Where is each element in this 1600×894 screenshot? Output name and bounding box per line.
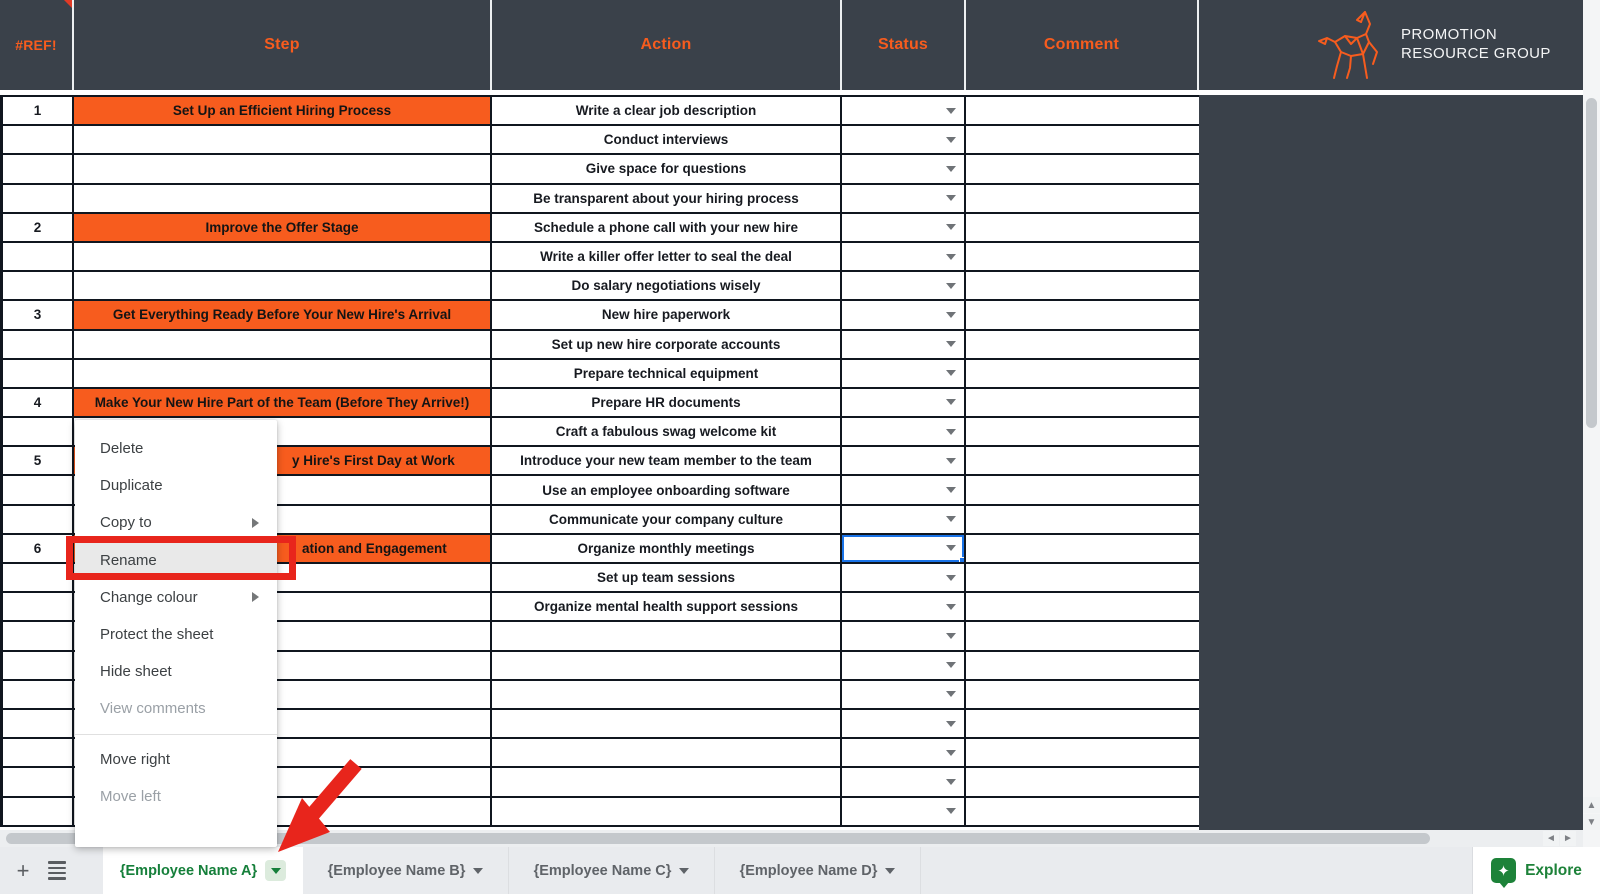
dropdown-arrow-icon[interactable] [946, 721, 956, 727]
dropdown-arrow-icon[interactable] [946, 545, 956, 551]
step-cell[interactable]: Make Your New Hire Part of the Team (Before They Arrive!) [74, 389, 492, 418]
comment-cell[interactable] [966, 389, 1199, 418]
comment-cell[interactable] [966, 593, 1199, 622]
row-number-cell[interactable] [0, 593, 74, 622]
menu-item-view-comments [75, 690, 277, 727]
action-cell[interactable]: Give space for questions [492, 155, 842, 184]
vertical-scrollbar-thumb[interactable] [1586, 98, 1597, 428]
menu-divider [75, 734, 277, 735]
dropdown-arrow-icon[interactable] [946, 458, 956, 464]
sheet-tab[interactable] [509, 847, 715, 894]
red-arrow-annotation [268, 752, 368, 860]
action-cell[interactable]: Prepare HR documents [492, 389, 842, 418]
chevron-down-icon [271, 868, 281, 874]
row-number-cell[interactable] [0, 622, 74, 651]
menu-item-label: View comments [100, 700, 206, 718]
menu-item-hide-sheet[interactable] [75, 653, 277, 690]
status-cell[interactable] [842, 272, 966, 301]
action-cell[interactable] [492, 622, 842, 651]
explore-label: Explore [1525, 861, 1582, 879]
dropdown-arrow-icon[interactable] [946, 516, 956, 522]
chevron-down-icon[interactable] [885, 868, 895, 874]
comment-cell[interactable] [966, 447, 1199, 476]
header-step-cell[interactable] [74, 0, 492, 90]
action-cell[interactable]: Set up new hire corporate accounts [492, 331, 842, 360]
dropdown-arrow-icon[interactable] [946, 750, 956, 756]
menu-item-move-left [75, 778, 277, 815]
status-cell[interactable] [842, 447, 966, 476]
dropdown-arrow-icon[interactable] [946, 283, 956, 289]
step-cell[interactable] [74, 243, 492, 272]
all-sheets-button[interactable] [40, 847, 74, 894]
comment-cell[interactable] [966, 798, 1199, 827]
row-number-cell[interactable] [0, 768, 74, 797]
action-cell[interactable]: Do salary negotiations wisely [492, 272, 842, 301]
status-cell[interactable] [842, 155, 966, 184]
comment-cell[interactable] [966, 506, 1199, 535]
step-cell[interactable]: Improve the Offer Stage [74, 214, 492, 243]
row-number-cell[interactable] [0, 331, 74, 360]
status-cell[interactable] [842, 506, 966, 535]
status-cell[interactable] [842, 214, 966, 243]
status-cell[interactable] [842, 798, 966, 827]
header-action-cell[interactable] [492, 0, 842, 90]
menu-item-label: Copy to [100, 514, 152, 532]
comment-cell[interactable] [966, 564, 1199, 593]
step-cell[interactable] [74, 272, 492, 301]
status-cell[interactable] [842, 331, 966, 360]
action-cell[interactable]: Set up team sessions [492, 564, 842, 593]
action-cell[interactable] [492, 739, 842, 768]
action-cell[interactable]: Schedule a phone call with your new hire [492, 214, 842, 243]
chevron-down-icon[interactable] [473, 868, 483, 874]
dark-side-panel [1199, 95, 1583, 830]
comment-cell[interactable] [966, 331, 1199, 360]
vertical-scrollbar[interactable] [1583, 0, 1600, 847]
logo-line1: PROMOTION [1401, 26, 1498, 44]
step-cell[interactable] [74, 155, 492, 184]
action-cell[interactable]: Communicate your company culture [492, 506, 842, 535]
row-number-cell[interactable] [0, 710, 74, 739]
menu-item-protect-the-sheet[interactable] [75, 616, 277, 653]
chevron-down-icon[interactable] [679, 868, 689, 874]
action-cell[interactable]: Organize monthly meetings [492, 535, 842, 564]
dropdown-arrow-icon[interactable] [946, 399, 956, 405]
row-number-cell[interactable]: 5 [0, 447, 74, 476]
header-action-label: Action [640, 36, 692, 53]
header-ref-cell[interactable] [0, 0, 74, 90]
status-cell[interactable] [842, 389, 966, 418]
status-cell-selected[interactable] [842, 535, 966, 564]
row-number-cell[interactable] [0, 506, 74, 535]
status-cell[interactable] [842, 622, 966, 651]
menu-item-change-colour[interactable] [75, 579, 277, 616]
ref-error-label: #REF! [15, 37, 57, 53]
all-sheets-icon [48, 859, 66, 882]
scroll-down-button[interactable]: ▼ [1583, 814, 1600, 830]
row-number-cell[interactable] [0, 185, 74, 214]
status-cell[interactable] [842, 185, 966, 214]
dropdown-arrow-icon[interactable] [946, 108, 956, 114]
row-number-cell[interactable] [0, 243, 74, 272]
action-cell[interactable]: Conduct interviews [492, 126, 842, 155]
action-cell[interactable]: Write a killer offer letter to seal the deal [492, 243, 842, 272]
header-logo-cell [1199, 0, 1583, 90]
step-cell[interactable] [74, 126, 492, 155]
header-step-label: Step [264, 36, 300, 53]
header-comment-label: Comment [1043, 36, 1120, 53]
header-status-label: Status [877, 36, 929, 53]
sheet-tab-bar [0, 847, 1600, 894]
sheet-tab-label: {Employee Name B} [327, 862, 466, 879]
header-status-cell[interactable] [842, 0, 966, 90]
status-cell[interactable] [842, 360, 966, 389]
comment-cell[interactable] [966, 652, 1199, 681]
logo-line2: RESOURCE GROUP [1401, 45, 1551, 62]
comment-cell[interactable] [966, 214, 1199, 243]
scroll-up-button[interactable]: ▲ [1583, 797, 1600, 813]
explore-button[interactable] [1472, 847, 1600, 894]
status-cell[interactable] [842, 476, 966, 505]
logo-text [1401, 26, 1551, 64]
step-cell[interactable]: Get Everything Ready Before Your New Hire's Arrival [74, 301, 492, 330]
row-number-cell[interactable] [0, 564, 74, 593]
status-cell[interactable] [842, 126, 966, 155]
menu-item-label: Duplicate [100, 477, 163, 495]
action-cell[interactable]: Prepare technical equipment [492, 360, 842, 389]
selection-fill-handle[interactable] [959, 557, 966, 564]
menu-item-label: Rename [100, 551, 157, 569]
step-cell[interactable]: y Hire's First Day at Work [74, 447, 492, 476]
menu-item-label: Move left [100, 787, 161, 805]
submenu-arrow-icon [252, 518, 259, 528]
action-cell[interactable] [492, 652, 842, 681]
row-number-cell[interactable] [0, 681, 74, 710]
status-cell[interactable] [842, 564, 966, 593]
sheet-tab-active-label: {Employee Name A} [119, 862, 258, 879]
menu-item-label: Hide sheet [100, 663, 172, 681]
step-cell[interactable] [74, 331, 492, 360]
dropdown-arrow-icon[interactable] [946, 370, 956, 376]
row-number-cell[interactable] [0, 739, 74, 768]
comment-cell[interactable] [966, 418, 1199, 447]
dropdown-arrow-icon[interactable] [946, 341, 956, 347]
step-cell[interactable] [74, 185, 492, 214]
row-number-cell[interactable] [0, 476, 74, 505]
status-cell[interactable] [842, 301, 966, 330]
dropdown-arrow-icon[interactable] [946, 691, 956, 697]
dropdown-arrow-icon[interactable] [946, 808, 956, 814]
dropdown-arrow-icon[interactable] [946, 429, 956, 435]
row-number-cell[interactable]: 2 [0, 214, 74, 243]
status-cell[interactable] [842, 710, 966, 739]
error-corner-icon [64, 0, 72, 8]
step-cell[interactable]: ation and Engagement [74, 535, 492, 564]
row-number-cell[interactable]: 3 [0, 301, 74, 330]
row-number-cell[interactable] [0, 418, 74, 447]
scroll-left-button[interactable]: ◄ [1543, 831, 1559, 846]
menu-item-delete[interactable] [75, 430, 277, 467]
comment-cell[interactable] [966, 272, 1199, 301]
dropdown-arrow-icon[interactable] [946, 166, 956, 172]
menu-item-label: Move right [100, 750, 171, 768]
dropdown-arrow-icon[interactable] [946, 312, 956, 318]
step-cell[interactable] [74, 360, 492, 389]
status-cell[interactable] [842, 652, 966, 681]
sheet-tab-label: {Employee Name C} [533, 862, 672, 879]
comment-cell[interactable] [966, 155, 1199, 184]
dropdown-arrow-icon[interactable] [946, 633, 956, 639]
comment-cell[interactable] [966, 710, 1199, 739]
dropdown-arrow-icon[interactable] [946, 604, 956, 610]
scroll-right-button[interactable]: ► [1560, 831, 1576, 846]
status-cell[interactable] [842, 593, 966, 622]
row-number-cell[interactable] [0, 798, 74, 827]
dropdown-arrow-icon[interactable] [946, 224, 956, 230]
action-cell[interactable]: Be transparent about your hiring process [492, 185, 842, 214]
comment-cell[interactable] [966, 739, 1199, 768]
row-number-cell[interactable]: 4 [0, 389, 74, 418]
action-cell[interactable] [492, 681, 842, 710]
comment-cell[interactable] [966, 126, 1199, 155]
header-comment-cell[interactable] [966, 0, 1199, 90]
action-cell[interactable] [492, 710, 842, 739]
menu-item-duplicate[interactable] [75, 467, 277, 504]
comment-cell[interactable] [966, 243, 1199, 272]
action-cell[interactable]: New hire paperwork [492, 301, 842, 330]
action-cell[interactable] [492, 798, 842, 827]
submenu-arrow-icon [252, 592, 259, 602]
action-cell[interactable]: Introduce your new team member to the team [492, 447, 842, 476]
action-cell[interactable] [492, 768, 842, 797]
comment-cell[interactable] [966, 185, 1199, 214]
status-cell[interactable] [842, 97, 966, 126]
action-cell[interactable]: Organize mental health support sessions [492, 593, 842, 622]
comment-cell[interactable] [966, 681, 1199, 710]
menu-item-label: Protect the sheet [100, 626, 214, 644]
action-cell[interactable]: Write a clear job description [492, 97, 842, 126]
rename-highlight-annotation [66, 536, 296, 580]
add-sheet-button[interactable]: + [16, 857, 30, 883]
explore-icon: ✦ [1491, 858, 1516, 883]
dropdown-arrow-icon[interactable] [946, 487, 956, 493]
row-number-cell[interactable] [0, 155, 74, 184]
status-cell[interactable] [842, 768, 966, 797]
action-cell[interactable]: Use an employee onboarding software [492, 476, 842, 505]
comment-cell[interactable] [966, 622, 1199, 651]
action-cell[interactable]: Craft a fabulous swag welcome kit [492, 418, 842, 447]
sheet-tab[interactable] [715, 847, 921, 894]
dropdown-arrow-icon[interactable] [946, 662, 956, 668]
dropdown-arrow-icon[interactable] [946, 575, 956, 581]
comment-cell[interactable] [966, 301, 1199, 330]
row-number-cell[interactable] [0, 652, 74, 681]
comment-cell[interactable] [966, 97, 1199, 126]
row-number-cell[interactable] [0, 272, 74, 301]
row-number-cell[interactable]: 1 [0, 97, 74, 126]
dropdown-arrow-icon[interactable] [946, 137, 956, 143]
sheet-tab-menu-button[interactable] [265, 860, 286, 881]
row-number-cell[interactable] [0, 360, 74, 389]
promotion-resource-group-horse-icon [1317, 8, 1389, 82]
step-cell[interactable]: Set Up an Efficient Hiring Process [74, 97, 492, 126]
comment-cell[interactable] [966, 535, 1199, 564]
menu-item-label: Delete [100, 440, 144, 458]
status-cell[interactable] [842, 243, 966, 272]
row-number-cell[interactable] [0, 126, 74, 155]
dropdown-arrow-icon[interactable] [946, 254, 956, 260]
dropdown-arrow-icon[interactable] [946, 195, 956, 201]
menu-item-label: Change colour [100, 588, 198, 606]
table-header-row [0, 0, 1583, 90]
comment-cell[interactable] [966, 360, 1199, 389]
comment-cell[interactable] [966, 476, 1199, 505]
sheet-context-menu [75, 420, 277, 847]
row-number-cell[interactable]: 6 [0, 535, 74, 564]
status-cell[interactable] [842, 681, 966, 710]
comment-cell[interactable] [966, 768, 1199, 797]
sheet-tab-label: {Employee Name D} [739, 862, 878, 879]
status-cell[interactable] [842, 418, 966, 447]
status-cell[interactable] [842, 739, 966, 768]
menu-item-move-right[interactable] [75, 741, 277, 778]
dropdown-arrow-icon[interactable] [946, 779, 956, 785]
